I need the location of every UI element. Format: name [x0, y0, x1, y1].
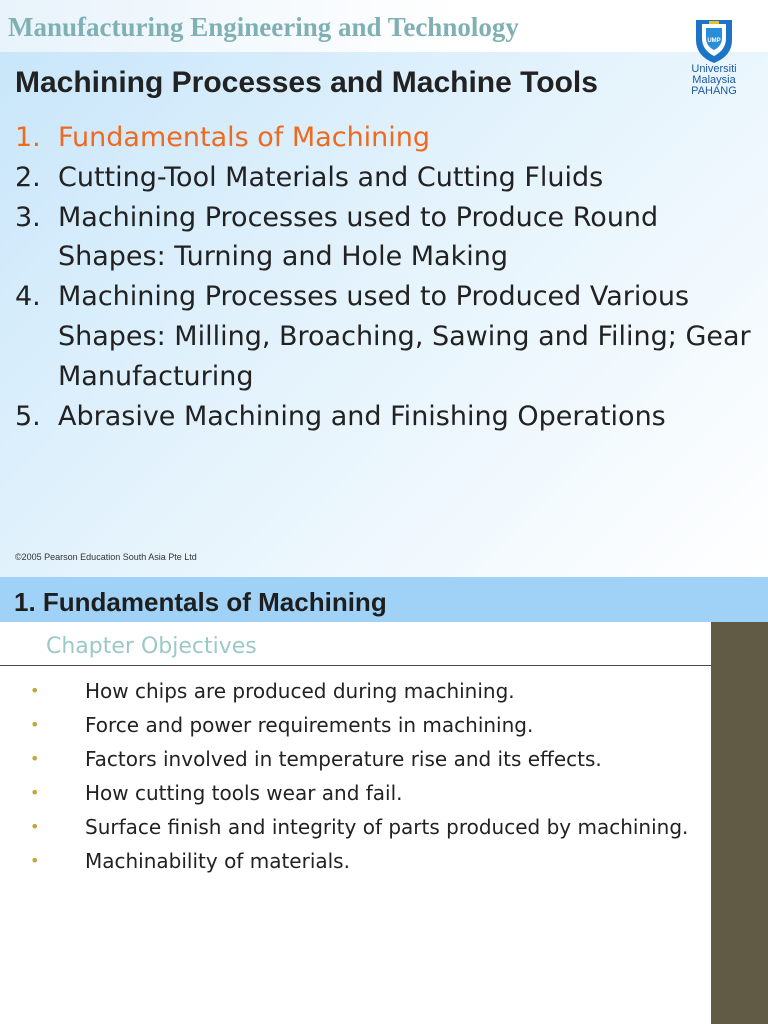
list-item [30, 847, 700, 875]
topic-number: 3. [15, 201, 41, 233]
slide-title: Machining Processes and Machine Tools [15, 66, 598, 99]
objective-text: How chips are produced during machining. [85, 679, 515, 703]
bullet-icon: • [30, 783, 40, 802]
topic-item-round-shapes [15, 198, 755, 278]
topic-text: Machining Processes used to Produce Round Shapes: Turning and Hole Making [58, 201, 659, 273]
bullet-icon: • [30, 715, 40, 734]
topic-number: 1. [15, 122, 41, 153]
list-item [30, 779, 700, 807]
topic-list [15, 118, 755, 436]
bullet-icon: • [30, 851, 40, 870]
decorative-side-bar [711, 622, 768, 1024]
topic-item-fundamentals [15, 118, 755, 158]
slide-chapter-objectives [0, 577, 768, 1024]
objective-text: Surface finish and integrity of parts produced by machining. [85, 815, 689, 839]
objectives-list [30, 677, 700, 881]
divider-line [0, 665, 711, 666]
list-item [30, 813, 700, 841]
topic-text: Machining Processes used to Produced Various Shapes: Milling, Broaching, Sawing and Filing; Gear Manufacturing [58, 281, 751, 392]
topic-item-abrasive-machining [15, 397, 755, 437]
logo-line-2: Malaysia [692, 74, 736, 86]
objective-text: How cutting tools wear and fail. [85, 781, 403, 805]
objective-text: Force and power requirements in machining. [85, 713, 534, 737]
section-subheading: Chapter Objectives [46, 634, 257, 659]
university-shield-icon [694, 18, 734, 64]
course-title: Manufacturing Engineering and Technology [8, 12, 519, 42]
bullet-icon: • [30, 749, 40, 768]
logo-line-1: Universiti [691, 63, 737, 75]
topic-item-various-shapes [15, 277, 755, 396]
list-item [30, 745, 700, 773]
bullet-icon: • [30, 681, 40, 700]
university-logo [684, 18, 744, 98]
topic-number: 4. [15, 281, 41, 313]
topic-item-cutting-tool-materials [15, 158, 755, 198]
topic-number: 2. [15, 161, 41, 193]
logo-line-3: PAHANG [691, 85, 737, 97]
topic-text: Cutting-Tool Materials and Cutting Fluids [58, 161, 604, 193]
bullet-icon: • [30, 817, 40, 836]
copyright-notice: ©2005 Pearson Education South Asia Pte Ltd [15, 552, 197, 562]
slide-title: 1. Fundamentals of Machining [14, 587, 387, 617]
objective-text: Machinability of materials. [85, 849, 350, 873]
list-item [30, 677, 700, 705]
list-item [30, 711, 700, 739]
topic-number: 5. [15, 400, 41, 432]
topic-text: Fundamentals of Machining [58, 122, 431, 153]
objective-text: Factors involved in temperature rise and its effects. [85, 747, 602, 771]
logo-badge-text: UMP [707, 38, 721, 44]
topic-text: Abrasive Machining and Finishing Operations [58, 400, 666, 432]
logo-text [684, 64, 744, 97]
